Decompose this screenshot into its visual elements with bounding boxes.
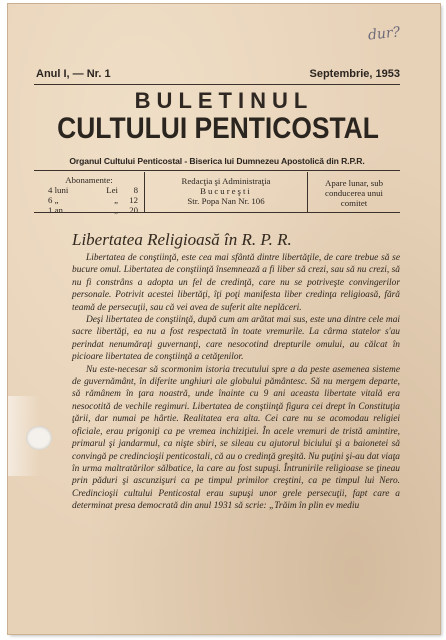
article-paragraph: Nu este-necesar să scormonim istoria trecutului spre a da peste asemenea sisteme de guvernământ, în diferite unghiuri ale globului pământesc. Să nu mergem departe, să rămânem în ţara noastră, unde înainte cu 9 ani aceasta libertate vitală era nesocotită de vechile regimuri. Libertatea de conştiinţă figura cei drept în Constituţia ţării, dar numai pe hârtie. Realitatea era alta. Cei care nu se acomodau religiei oficiale, erau prigoniţi ca pe vremea inchiziţiei. În acele vremuri de tristă amintire, primarul şi jandarmul, ca nişte sbiri, se sileau cu ajutorul biciului şi a baionetei să convingă pe credincioşii penticostali, că au o credinţă greşită. Nu puţini şi-au dat viaţa în urma maltratărilor sălbatice, la care au fost supuşi. Întrunirile religioase se ţineau prin păduri şi ascunzişuri ca pe timpul primilor creştini, ca pe timpul lui Nero. Credincioşii cultului Penticostal erau supuşi unor grele persecuţii, fapt care a determinat presa democrată din anul 1931 să scrie: „Trăim în plin ev mediu <box>72 364 400 512</box>
issue-line <box>36 68 400 80</box>
issue-number: Anul I, — Nr. 1 <box>36 68 111 80</box>
editorial-box <box>144 172 308 212</box>
subscription-label: Abonamente: <box>65 175 113 185</box>
editorial-address: Str. Popa Nan Nr. 106 <box>187 196 265 206</box>
editorial-city: Bucureşti <box>200 186 252 196</box>
handwritten-note: dur? <box>367 24 401 44</box>
masthead-title-line2: CULTULUI PENTICOSTAL <box>57 112 379 145</box>
divider-middle <box>34 170 400 171</box>
issue-date: Septembrie, 1953 <box>309 68 400 80</box>
article-headline: Libertatea Religioasă în R. P. R. <box>72 230 292 249</box>
divider-top <box>34 84 400 85</box>
subscription-row: 6 „ „ 12 <box>48 195 138 205</box>
bulletin-page <box>8 4 440 634</box>
masthead-title-line1: BULETINUL <box>134 88 314 113</box>
info-bar <box>34 172 400 215</box>
subscription-box <box>34 172 144 215</box>
editorial-label: Redacţia şi Administraţia <box>181 176 271 186</box>
punch-hole <box>26 426 52 450</box>
divider-bottom <box>34 212 400 213</box>
subscription-row: 4 luni Lei 8 <box>48 185 138 195</box>
subscription-row: 1 an „ 20 <box>48 205 138 215</box>
masthead-subtitle: Organul Cultului Penticostal - Biserica lui Dumnezeu Apostolică din R.P.R. <box>69 156 365 166</box>
article-body <box>72 252 400 513</box>
frequency-box: Apare lunar, sub conducerea unui comitet <box>324 178 384 208</box>
article-paragraph: Deşi libertatea de conştiinţă, după cum am arătat mai sus, este una dintre cele mai sacre libertăţi, ea nu a fost respectată în toate vremurile. La cârma statelor s'au perindat nenumăraţi guvernanţi, care nesocotind drepturile omului, au călcat în picioare libertatea de conştiinţă a cetăţenilor. <box>72 315 400 363</box>
article-paragraph: Libertatea de conştiinţă, este cea mai sfântă dintre libertăţile, de care trebue să se bucure omul. Libertatea de conştiinţă însemnează a fi liber să crezi, sau să nu crezi, să nu fi constrâns a adopta un fel de credinţă, care nu se potriveşte convingerilor personale. Potrivit acestei libertăţi, îţi poţi manifesta liber credinţa religioasă, fără teamă de persecuţii, sau că vei avea de suferit alte neplăceri. <box>72 253 400 313</box>
